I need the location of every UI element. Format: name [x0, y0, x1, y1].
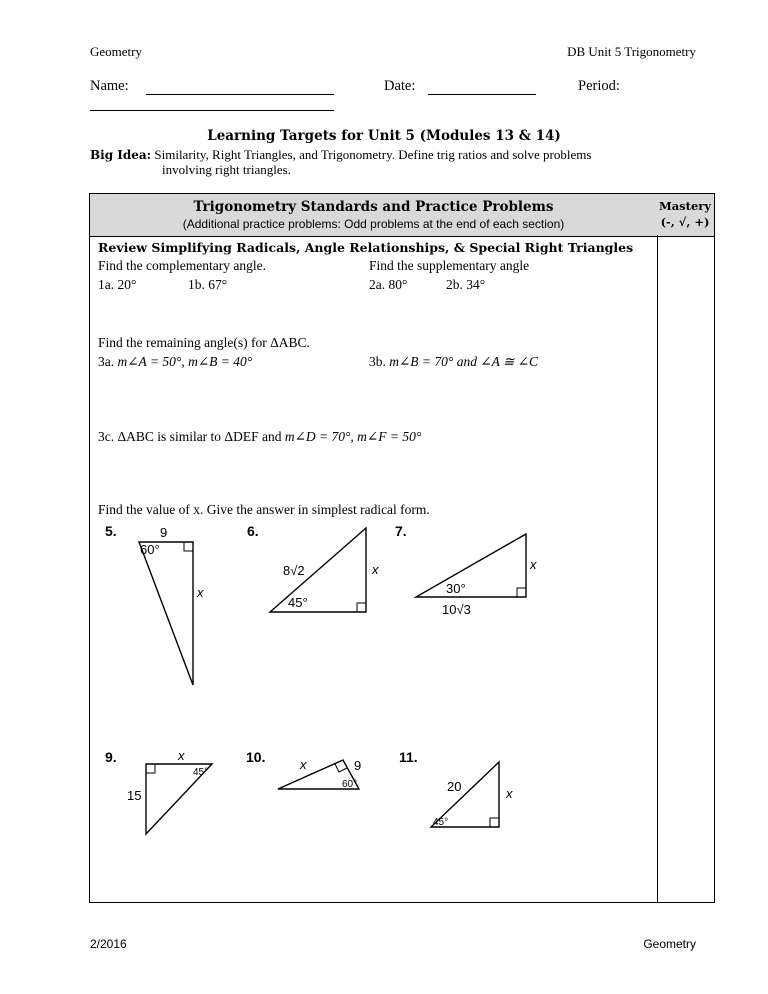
name-label: Name:: [90, 78, 129, 94]
figure-7-x: x: [530, 557, 537, 572]
big-idea-line2: involving right triangles.: [162, 162, 291, 177]
figure-6-angle: 45°: [288, 595, 308, 610]
figure-11-angle: 45°: [433, 817, 449, 828]
problem-3b-number: 3b.: [369, 354, 386, 369]
problem-3b-expression: m∠B = 70° and ∠A ≅ ∠C: [389, 354, 539, 369]
figure-9-number: 9.: [105, 749, 117, 765]
figure-5-x: x: [197, 585, 204, 600]
figure-10-side: 9: [354, 758, 362, 773]
triangle-7: [416, 534, 526, 597]
figure-11-hypotenuse: 20: [447, 779, 462, 794]
mastery-label: Mastery: [658, 199, 712, 213]
figure-9-x: x: [178, 748, 185, 763]
figure-6-x: x: [372, 562, 379, 577]
table-subheading: (Additional practice problems: Odd problems at the end of each section): [182, 217, 565, 231]
table-heading: Trigonometry Standards and Practice Problems: [193, 199, 554, 215]
figure-5-angle: 60°: [140, 542, 160, 557]
problem-2a: 2a. 80°: [369, 277, 408, 292]
figure-7-base: 10√3: [442, 602, 471, 617]
review-title: Review Simplifying Radicals, Angle Relationships, & Special Right Triangles: [98, 240, 634, 255]
figure-7-number: 7.: [395, 523, 407, 539]
problem-3c-text: 3c. ΔABC is similar to ΔDEF and: [98, 429, 282, 444]
complementary-prompt: Find the complementary angle.: [98, 258, 266, 273]
figure-5-side: 9: [160, 525, 168, 540]
date-label: Date:: [384, 78, 416, 94]
figure-9-side: 15: [127, 788, 142, 803]
footer-course: Geometry: [643, 937, 696, 951]
figure-5-number: 5.: [105, 523, 117, 539]
problem-1a: 1a. 20°: [98, 277, 137, 292]
figure-10-angle: 60°: [342, 779, 358, 790]
problem-1b: 1b. 67°: [188, 277, 228, 292]
triangle-5: [139, 542, 193, 685]
right-angle-mark-7: [517, 588, 526, 597]
right-angle-mark-6: [357, 603, 366, 612]
figure-7-angle: 30°: [446, 581, 466, 596]
header-course: Geometry: [90, 44, 142, 59]
mastery-scale: (-, √, +): [660, 215, 710, 229]
right-angle-mark-9: [146, 764, 155, 773]
figure-11-number: 11.: [399, 749, 418, 765]
right-angle-mark-11: [490, 818, 499, 827]
problem-2b: 2b. 34°: [446, 277, 486, 292]
figure-6-number: 6.: [247, 523, 259, 539]
problem-3a-number: 3a.: [98, 354, 115, 369]
page-title: Learning Targets for Unit 5 (Modules 13 & 14): [207, 128, 561, 144]
radical-prompt: Find the value of x. Give the answer in simplest radical form.: [98, 502, 430, 517]
big-idea-label: Big Idea:: [90, 148, 152, 162]
figure-10-number: 10.: [246, 749, 266, 765]
figure-10-x: x: [300, 757, 307, 772]
supplementary-prompt: Find the supplementary angle: [369, 258, 530, 273]
footer-date: 2/2016: [90, 937, 127, 951]
big-idea-line1: Similarity, Right Triangles, and Trigonometry. Define trig ratios and solve problems: [154, 147, 592, 162]
problem-3c-expression: m∠D = 70°, m∠F = 50°: [284, 429, 422, 444]
right-angle-mark-5: [184, 542, 193, 551]
figure-9-angle: 45°: [193, 767, 209, 778]
figure-11-x: x: [506, 786, 513, 801]
remaining-angles-prompt: Find the remaining angle(s) for ΔABC.: [98, 335, 310, 350]
period-label: Period:: [578, 78, 620, 94]
problem-3a-expression: m∠A = 50°, m∠B = 40°: [117, 354, 253, 369]
header-unit: DB Unit 5 Trigonometry: [567, 44, 696, 59]
figure-6-hypotenuse: 8√2: [283, 563, 305, 578]
